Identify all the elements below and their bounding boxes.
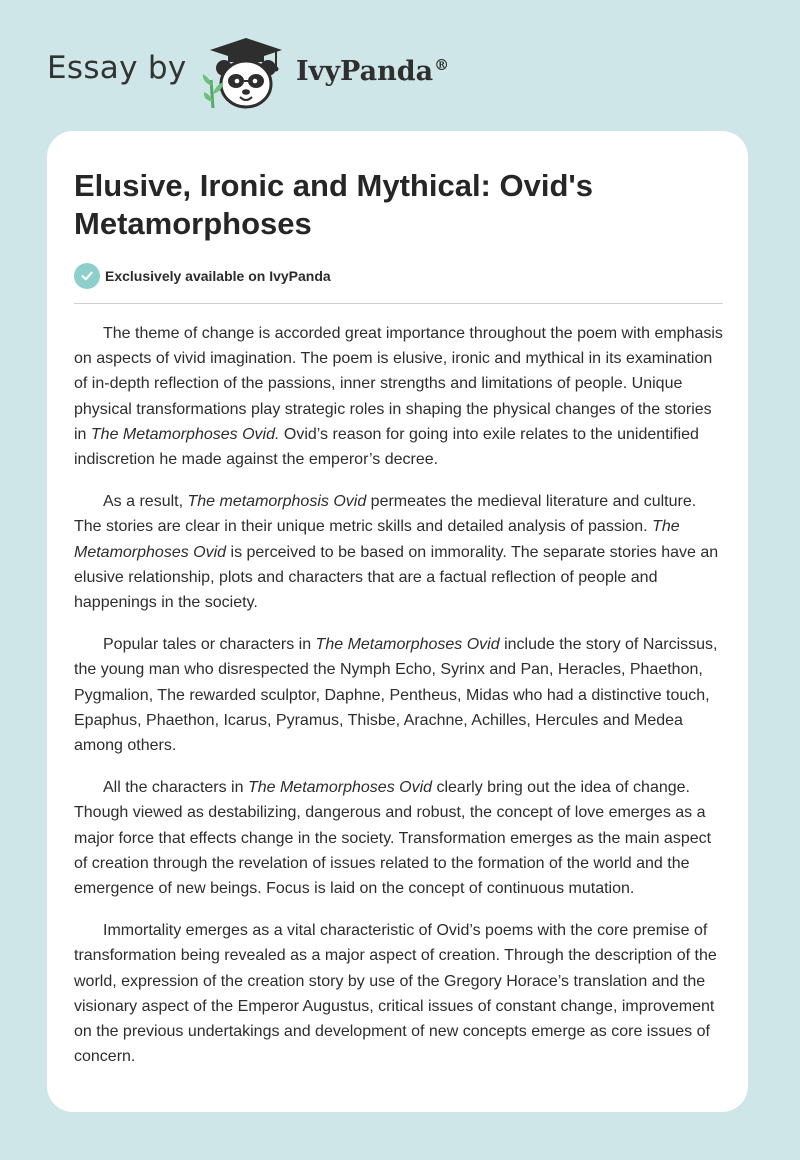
- brand-name[interactable]: [296, 56, 449, 87]
- paragraph-text: include the story of Narcissus, the young man who disrespected the Nymph Echo, Syrinx and Pan, Heracles, Phaethon, Pygmalion, The rewarded sculptor, Daphne, Pentheus, Midas who had a distinctive touch, Epaphus, Phaethon, Icarus, Pyramus, Thisbe, Arachne, Achilles, Hercules and Medea among others.: [74, 636, 718, 755]
- panda-logo-icon[interactable]: [200, 36, 292, 112]
- paragraph: [74, 321, 726, 472]
- paragraph-text: clearly bring out the idea of change. Though viewed as destabilizing, dangerous and robust, the concept of love emerges as a major force that effects change in the society. Transformation emerges as the main aspect of creation through the revelation of issues related to the formation of the world and the emergence of new beings. Focus is laid on the concept of continuous mutation.: [74, 779, 712, 898]
- italic-title: The Metamorphoses Ovid: [74, 518, 680, 561]
- paragraph-text: is perceived to be based on immorality. The separate stories have an elusive relationship, plots and characters that are a factual reflection of people and happenings in the society.: [74, 543, 719, 612]
- italic-title: The Metamorphoses Ovid: [315, 636, 500, 654]
- paragraph: [74, 775, 726, 901]
- paragraph-text: The theme of change is accorded great importance throughout the poem with emphasis on aspects of vivid imagination. The poem is elusive, ironic and mythical in its examination of in-depth reflection of the passions, inner strengths and limitations of people. Unique physical transformations play strategic roles in shaping the physical changes of the stories in: [74, 325, 723, 443]
- paragraph-text: Popular tales or characters in: [103, 636, 316, 654]
- paragraph-text: Immortality emerges as a vital characteristic of Ovid’s poems with the core premise of transformation being revealed as a major aspect of creation. Through the description of the world, expression of the creation story by use of the Gregory Horace’s translation and the visionary aspect of the Emperor Augustus, critical issues of constant change, improvement on the previous undertakings and development of new concepts emerge as core issues of concern.: [74, 922, 717, 1066]
- essay-by-label: Essay by: [47, 50, 187, 86]
- paragraph-text: permeates the medieval literature and culture. The stories are clear in their unique metric skills and detailed analysis of passion.: [74, 493, 697, 536]
- essay-card: [47, 131, 748, 1112]
- essay-title: Elusive, Ironic and Mythical: Ovid's Metamorphoses: [74, 168, 594, 241]
- registered-mark: ®: [434, 56, 450, 74]
- essay-body: [74, 321, 726, 1086]
- brand-text: IvyPanda: [296, 56, 434, 87]
- check-circle-icon: [74, 263, 100, 289]
- paragraph: [74, 632, 726, 758]
- exclusive-badge: [74, 263, 331, 289]
- italic-title: The Metamorphoses Ovid: [247, 779, 433, 797]
- paragraph-text: All the characters in: [103, 779, 248, 797]
- divider: [74, 303, 723, 304]
- paragraph: [74, 489, 726, 615]
- italic-title: The Metamorphoses Ovid.: [90, 425, 280, 443]
- paragraph-text: As a result,: [103, 493, 188, 511]
- site-header: [0, 0, 800, 130]
- paragraph: [74, 918, 726, 1069]
- paragraph-text: Ovid’s reason for going into exile relates to the unidentified indiscretion he made against the emperor’s decree.: [74, 425, 699, 469]
- exclusive-badge-label: Exclusively available on IvyPanda: [105, 268, 331, 284]
- italic-title: The metamorphosis Ovid: [187, 493, 367, 511]
